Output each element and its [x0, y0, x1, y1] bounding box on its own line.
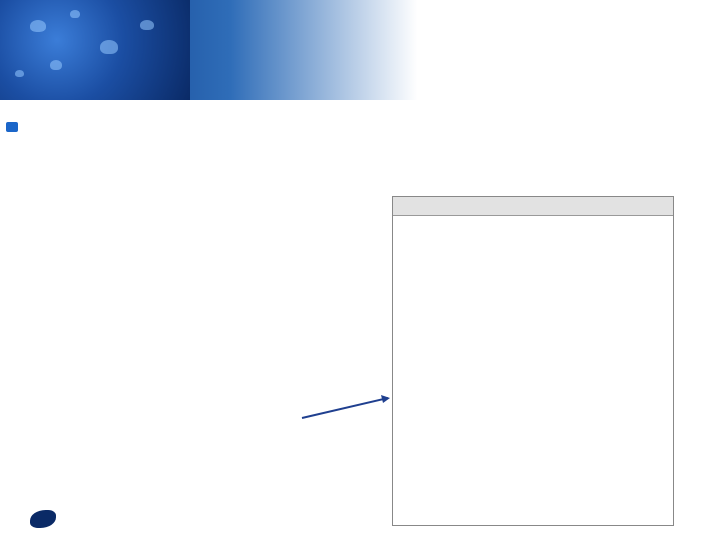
jellyfish-shape [140, 20, 154, 30]
panel-header [393, 197, 673, 216]
jellyfish-shape [100, 40, 118, 54]
arrow-line [302, 398, 388, 418]
jellyfish-shape [30, 20, 46, 32]
tree-root[interactable] [6, 122, 26, 132]
qualitative-values-panel [392, 196, 674, 526]
jellyfish-banner-image [0, 0, 190, 100]
jellyfish-shape [15, 70, 24, 77]
jellyfish-shape [70, 10, 80, 18]
ifremer-logo-icon [30, 510, 56, 528]
arrow-head [381, 395, 390, 403]
jellyfish-shape [50, 60, 62, 70]
folder-icon [6, 122, 18, 132]
